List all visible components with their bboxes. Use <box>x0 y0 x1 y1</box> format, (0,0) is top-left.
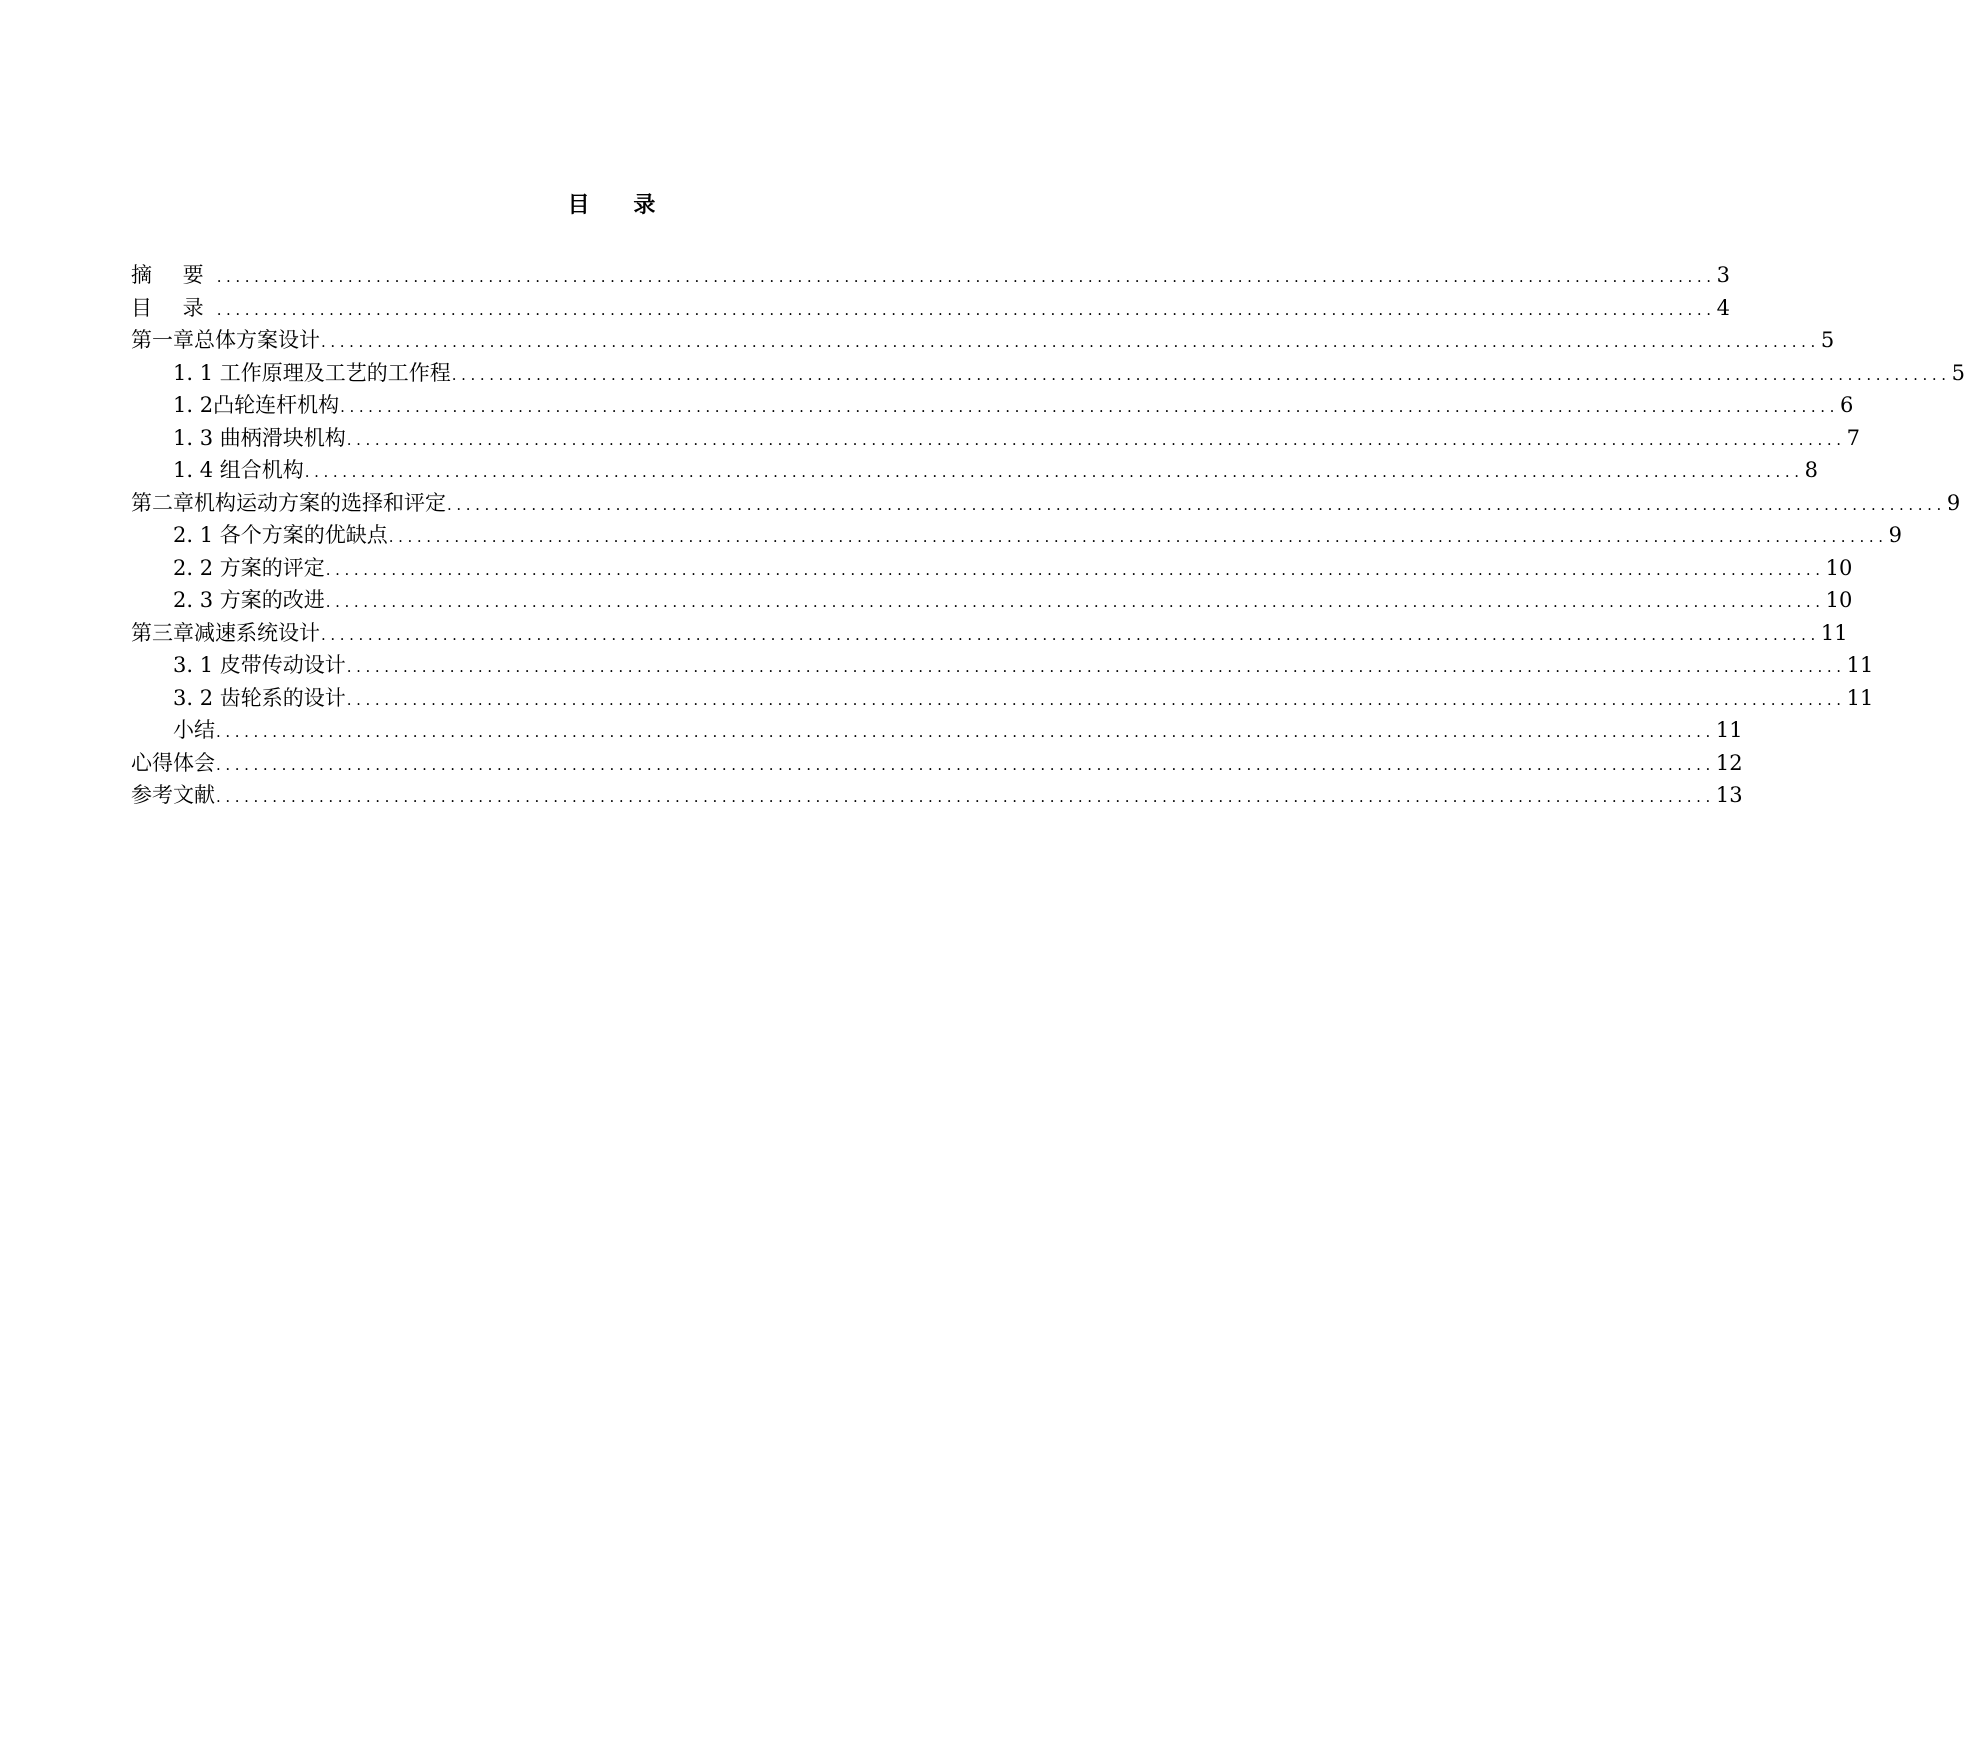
toc-entry-page: 9 <box>1946 490 1961 515</box>
toc-entry-section-1-2[interactable] <box>131 389 1854 422</box>
toc-entry-section-1-3[interactable] <box>131 422 1861 455</box>
toc-entry-label: 1. 1 工作原理及工艺的工作程 <box>173 360 451 385</box>
toc-entry-page: 6 <box>1839 393 1854 417</box>
toc-entry-page: 9 <box>1888 523 1903 547</box>
toc-leader-dots: ................................................................................................................................................................ <box>216 755 1715 774</box>
toc-entry-section-3-2[interactable] <box>131 682 1874 715</box>
toc-entry-page: 11 <box>1820 620 1848 645</box>
toc-entry-label: 3. 2 齿轮系的设计 <box>173 685 346 710</box>
toc-entry-label: 第三章减速系统设计 <box>131 620 320 645</box>
toc-leader-dots: ................................................................................................................................................................ <box>346 430 1846 449</box>
toc-leader-dots: ................................................................................................................................................................ <box>304 463 1804 481</box>
toc-entry-label: 1. 4 组合机构 <box>173 458 304 482</box>
toc-leader-dots: ................................................................................................................................................................ <box>325 560 1825 579</box>
toc-leader-dots: ................................................................................................................................................................ <box>216 300 1716 319</box>
toc-entry-chapter-3[interactable] <box>131 617 1848 650</box>
toc-entry-label: 2. 2 方案的评定 <box>173 555 325 580</box>
toc-entry-summary[interactable] <box>131 714 1743 747</box>
toc-entry-page: 10 <box>1825 588 1853 612</box>
toc-entry-label: 1. 3 曲柄滑块机构 <box>173 425 346 450</box>
toc-entry-label: 2. 1 各个方案的优缺点 <box>173 523 388 547</box>
toc-entry-section-2-3[interactable] <box>131 584 1853 617</box>
toc-leader-dots: ................................................................................................................................................................ <box>388 528 1888 546</box>
toc-entry-section-2-1[interactable] <box>131 519 1903 552</box>
toc-entry-chapter-2[interactable] <box>131 487 1961 520</box>
toc-entry-label: 1. 2凸轮连杆机构 <box>173 393 340 417</box>
toc-entry-label: 第一章总体方案设计 <box>131 328 320 352</box>
toc-entry-reflections[interactable] <box>131 747 1743 780</box>
toc-entry-section-1-1[interactable] <box>131 357 1965 390</box>
toc-entry-page: 13 <box>1715 783 1743 807</box>
toc-entry-label: 参考文献 <box>131 783 215 807</box>
toc-leader-dots: ................................................................................................................................................................ <box>216 723 1715 741</box>
toc-entry-page: 10 <box>1825 555 1853 580</box>
toc-entry-abstract[interactable] <box>131 259 1730 292</box>
toc-entry-page: 12 <box>1715 750 1743 775</box>
toc-leader-dots: ................................................................................................................................................................ <box>346 658 1846 676</box>
toc-entry-page: 11 <box>1715 718 1743 742</box>
toc-leader-dots: ................................................................................................................................................................ <box>340 398 1839 416</box>
toc-leader-dots: ................................................................................................................................................................ <box>216 788 1715 806</box>
toc-entry-contents[interactable] <box>131 292 1730 325</box>
toc-entry-page: 4 <box>1716 295 1730 320</box>
toc-entry-page: 5 <box>1951 360 1965 385</box>
toc-entry-label: 摘 要 <box>131 263 216 287</box>
toc-leader-dots: ................................................................................................................................................................ <box>216 268 1716 286</box>
table-of-contents <box>131 259 1965 812</box>
toc-leader-dots: ................................................................................................................................................................ <box>447 495 1946 514</box>
toc-entry-section-3-1[interactable] <box>131 649 1874 682</box>
toc-entry-chapter-1[interactable] <box>131 324 1835 357</box>
toc-entry-label: 小结 <box>173 718 215 742</box>
toc-entry-page: 8 <box>1804 458 1819 482</box>
toc-entry-label: 3. 1 皮带传动设计 <box>173 653 346 677</box>
toc-entry-section-2-2[interactable] <box>131 552 1853 585</box>
toc-entry-label: 第二章机构运动方案的选择和评定 <box>131 490 446 515</box>
toc-entry-page: 11 <box>1846 653 1874 677</box>
toc-entry-page: 5 <box>1820 328 1835 352</box>
toc-leader-dots: ................................................................................................................................................................ <box>451 365 1951 384</box>
toc-entry-section-1-4[interactable] <box>131 454 1819 487</box>
toc-entry-label: 2. 3 方案的改进 <box>173 588 325 612</box>
toc-leader-dots: ................................................................................................................................................................ <box>321 333 1820 351</box>
toc-leader-dots: ................................................................................................................................................................ <box>321 625 1820 644</box>
toc-entry-label: 心得体会 <box>131 750 215 775</box>
toc-leader-dots: ................................................................................................................................................................ <box>325 593 1825 611</box>
toc-leader-dots: ................................................................................................................................................................ <box>346 690 1846 709</box>
toc-entry-references[interactable] <box>131 779 1743 812</box>
toc-entry-page: 7 <box>1846 425 1861 450</box>
toc-entry-page: 3 <box>1716 263 1730 287</box>
toc-entry-label: 目 录 <box>131 295 216 320</box>
toc-entry-page: 11 <box>1846 685 1874 710</box>
page-title: 目 录 <box>567 192 674 218</box>
